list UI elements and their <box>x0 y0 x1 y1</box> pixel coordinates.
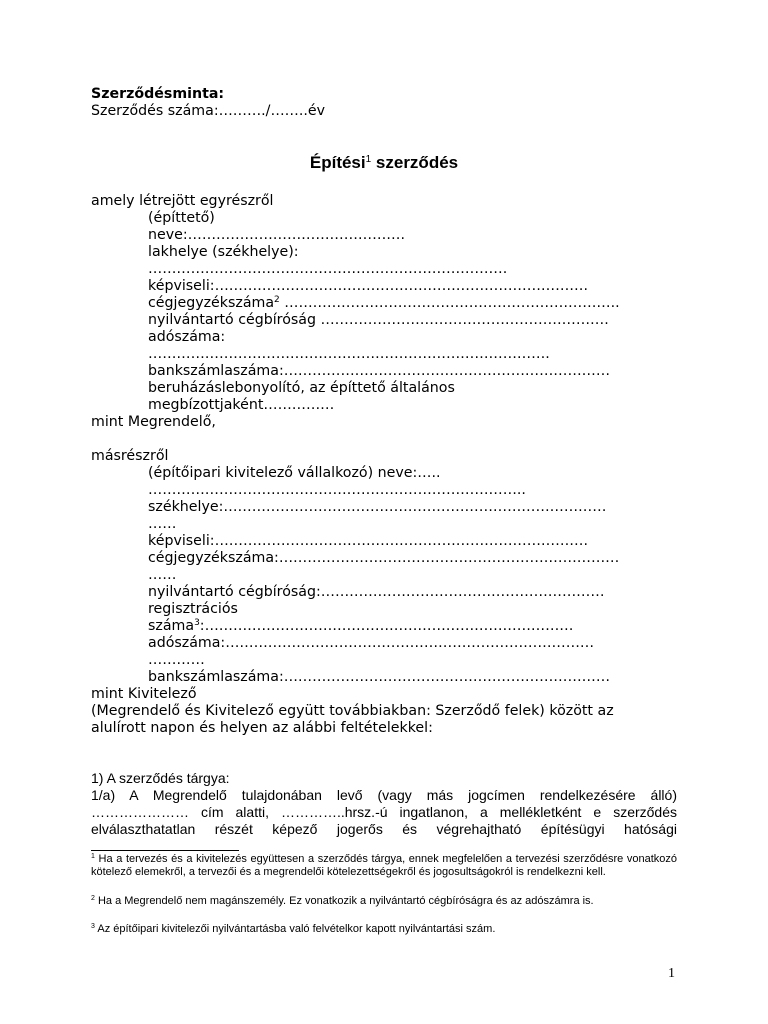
party1-court: nyilvántartó cégbíróság ……………………………………………………. <box>148 312 609 328</box>
footnote-3-text: Az építőipari kivitelezői nyilvántartásba való felvételkor kapott nyilvántartási szám. <box>94 923 496 935</box>
footnote-1 <box>91 853 677 879</box>
section1-line2: ………………… cím alatti, …………..hrsz.-ú ingatlanon, a mellékletként e szerződés <box>91 804 677 820</box>
party1-bank: bankszámlaszáma:…………………………………………………………… <box>148 363 611 379</box>
footnote-3-mark: 3 <box>91 923 95 930</box>
party1-name: neve:………………………………………. <box>148 227 405 243</box>
party1-address-dots: …………………………………………………………………. <box>148 261 508 277</box>
contract-number-line: Szerződés száma:………./……..év <box>91 103 325 119</box>
party2-name-dots: …………………………………………………………………….. <box>148 482 526 498</box>
footnote-2 <box>91 895 677 908</box>
party1-registration <box>148 295 620 312</box>
party2-registration: cégjegyzékszáma:……………………………………………………………… <box>148 550 620 566</box>
title-text: Építési <box>309 153 366 172</box>
section1-line3: elválaszthatatlan részét képező jogerős és végrehajtható építésügyi hatósági <box>91 821 677 837</box>
footnote-ref-3: 3 <box>194 618 200 628</box>
party1-reg-dots: …………………………………………………………….. <box>279 295 620 311</box>
intro-line: amely létrejött egyrészről <box>91 193 274 209</box>
section1-line1: 1/a) A Megrendelő tulajdonában levő (vagy más jogcímen rendelkezésére álló) <box>91 787 677 803</box>
section1-heading: 1) A szerződés tárgya: <box>91 770 230 786</box>
party1-agent-line1: beruházáslebonyolító, az építtető általános <box>148 380 455 396</box>
party2-tax-cont: ………… <box>148 652 205 668</box>
footnote-3 <box>91 923 677 936</box>
party2-name-label: (építőipari kivitelező vállalkozó) neve:….. <box>148 465 441 481</box>
footnote-2-mark: 2 <box>91 895 95 902</box>
party1-tax-label: adószáma: <box>148 329 226 345</box>
party1-as-client: mint Megrendelő, <box>91 414 216 430</box>
party2-tax: adószáma:…………………………………………………………………… <box>148 635 595 651</box>
other-side-line: másrészről <box>91 448 169 464</box>
party2-representative: képviseli:……………………………………………………………………. <box>148 533 588 549</box>
page-number: 1 <box>668 966 675 981</box>
party1-address-label: lakhelye (székhelye): <box>148 244 299 260</box>
contract-title <box>0 153 768 173</box>
party2-regnum-dots: :…………………………………………………………………… <box>199 618 574 634</box>
footnote-2-text: Ha a Megrendelő nem magánszemély. Ez vonatkozik a nyilvántartó cégbíróságra és az adószámra is. <box>94 895 594 907</box>
party2-as-contractor: mint Kivitelező <box>91 686 197 702</box>
party2-regnum-label: regisztrációs <box>148 601 238 617</box>
party2-regnum-text: száma <box>148 618 195 634</box>
title-rest: szerződés <box>371 153 459 172</box>
footnote-separator <box>91 850 239 851</box>
party2-registration-cont: …… <box>148 567 177 583</box>
party1-representative: képviseli:……………………………………………………………………. <box>148 278 588 294</box>
party1-role: (építtető) <box>148 210 215 226</box>
document-heading: Szerződésminta: <box>91 86 225 102</box>
party2-court: nyilvántartó cégbíróság:…………………………………………………… <box>148 584 605 600</box>
footnote-ref-2: 2 <box>274 295 280 305</box>
party2-bank: bankszámlaszáma:…………………………………………………………… <box>148 669 611 685</box>
party1-agent-line2: megbízottjaként…………… <box>148 397 335 413</box>
footnote-1-text: Ha a tervezés és a kivitelezés együttesen a szerződés tárgya, ennek megfelelően a tervezési szerződésre vonatkozó kötelező elemekről, a tervezői és a megrendelői kötelezettségekről és jogosultságokról is rendelkezni kell. <box>91 853 677 878</box>
party2-regnum <box>148 618 573 635</box>
party1-reg-label: cégjegyzékszáma <box>148 295 275 311</box>
party1-tax-dots: …………………………………………………………………………. <box>148 346 550 362</box>
party2-seat-cont: …… <box>148 516 177 532</box>
footnote-1-mark: 1 <box>91 853 95 860</box>
parties-note-line1: (Megrendelő és Kivitelező együtt továbbiakban: Szerződő felek) között az <box>91 703 614 719</box>
parties-note-line2: alulírott napon és helyen az alábbi feltételekkel: <box>91 720 433 736</box>
footnote-ref-1: 1 <box>365 154 372 165</box>
party2-seat: székhelye:……………………………………………………………………… <box>148 499 607 515</box>
